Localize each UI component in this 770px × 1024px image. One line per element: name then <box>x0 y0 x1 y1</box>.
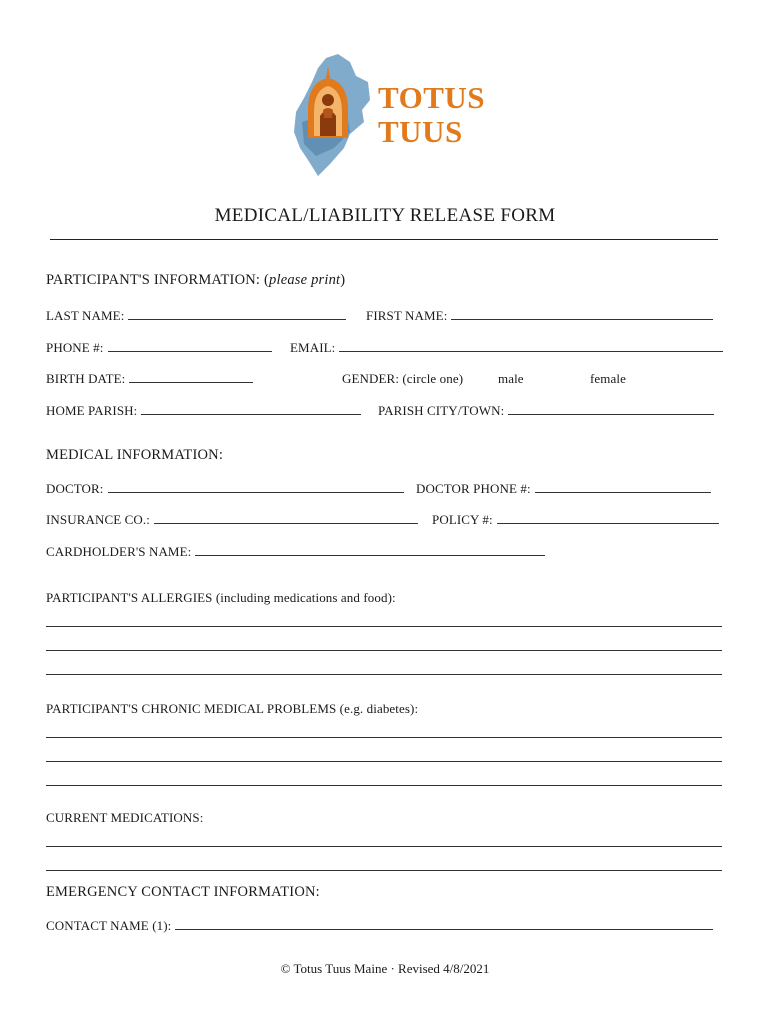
insurance-row <box>46 512 418 528</box>
medications-label: CURRENT MEDICATIONS: <box>46 810 204 825</box>
cardholder-row <box>46 544 545 560</box>
last-name-row <box>46 308 346 324</box>
emergency-heading: EMERGENCY CONTACT INFORMATION: <box>46 884 320 900</box>
contact-name-1-field[interactable] <box>175 918 713 930</box>
gender-male-option[interactable]: male <box>498 371 524 386</box>
footer-revision: © Totus Tuus Maine · Revised 4/8/2021 <box>280 961 490 976</box>
birth-date-field[interactable] <box>129 371 253 383</box>
participant-heading-note: please print <box>269 272 341 288</box>
totus-tuus-logo <box>290 52 490 177</box>
chronic-line-2[interactable] <box>46 761 722 762</box>
allergies-label: PARTICIPANT'S ALLERGIES (including medications and food): <box>46 590 396 605</box>
gender-label: GENDER: (circle one) <box>342 371 464 386</box>
parish-city-label: PARISH CITY/TOWN: <box>378 403 505 418</box>
gender-female-option[interactable]: female <box>590 371 626 386</box>
insurance-label: INSURANCE CO.: <box>46 512 150 527</box>
phone-field[interactable] <box>108 340 272 352</box>
chronic-line-3[interactable] <box>46 785 722 786</box>
doctor-row <box>46 481 404 497</box>
allergies-line-1[interactable] <box>46 626 722 627</box>
first-name-label: FIRST NAME: <box>366 308 448 323</box>
allergies-line-2[interactable] <box>46 650 722 651</box>
birth-date-label: BIRTH DATE: <box>46 371 126 386</box>
participant-heading-close: ) <box>340 272 346 288</box>
chronic-line-1[interactable] <box>46 737 722 738</box>
cardholder-field[interactable] <box>195 544 545 556</box>
cardholder-label: CARDHOLDER'S NAME: <box>46 544 192 559</box>
phone-row <box>46 340 272 356</box>
allergies-line-3[interactable] <box>46 674 722 675</box>
contact-name-1-row <box>46 918 713 934</box>
doctor-phone-row <box>416 481 711 497</box>
first-name-row <box>366 308 713 324</box>
email-field[interactable] <box>339 340 723 352</box>
phone-label: PHONE #: <box>46 340 104 355</box>
medical-heading: MEDICAL INFORMATION: <box>46 447 224 463</box>
parish-city-field[interactable] <box>508 403 714 415</box>
logo-text-totus: TOTUS <box>378 80 486 115</box>
form-title: MEDICAL/LIABILITY RELEASE FORM <box>214 205 556 226</box>
policy-row <box>432 512 719 528</box>
home-parish-row <box>46 403 361 419</box>
first-name-field[interactable] <box>451 308 713 320</box>
email-row <box>290 340 723 356</box>
birth-date-row <box>46 371 253 387</box>
home-parish-field[interactable] <box>141 403 361 415</box>
home-parish-label: HOME PARISH: <box>46 403 138 418</box>
medications-line-2[interactable] <box>46 870 722 871</box>
doctor-phone-label: DOCTOR PHONE #: <box>416 481 531 496</box>
last-name-label: LAST NAME: <box>46 308 125 323</box>
medications-line-1[interactable] <box>46 846 722 847</box>
participant-heading-label: PARTICIPANT'S INFORMATION: ( <box>46 272 270 288</box>
gender-row <box>342 371 463 387</box>
title-divider <box>50 239 718 240</box>
parish-city-row <box>378 403 714 419</box>
contact-name-1-label: CONTACT NAME (1): <box>46 918 172 933</box>
last-name-field[interactable] <box>128 308 346 320</box>
doctor-phone-field[interactable] <box>535 481 711 493</box>
logo-text-tuus: TUUS <box>378 114 463 149</box>
policy-field[interactable] <box>497 512 719 524</box>
doctor-field[interactable] <box>108 481 404 493</box>
policy-label: POLICY #: <box>432 512 493 527</box>
doctor-label: DOCTOR: <box>46 481 104 496</box>
email-label: EMAIL: <box>290 340 336 355</box>
participant-heading <box>46 272 345 289</box>
insurance-field[interactable] <box>154 512 418 524</box>
chronic-problems-label: PARTICIPANT'S CHRONIC MEDICAL PROBLEMS (e.g. diabetes): <box>46 701 419 716</box>
